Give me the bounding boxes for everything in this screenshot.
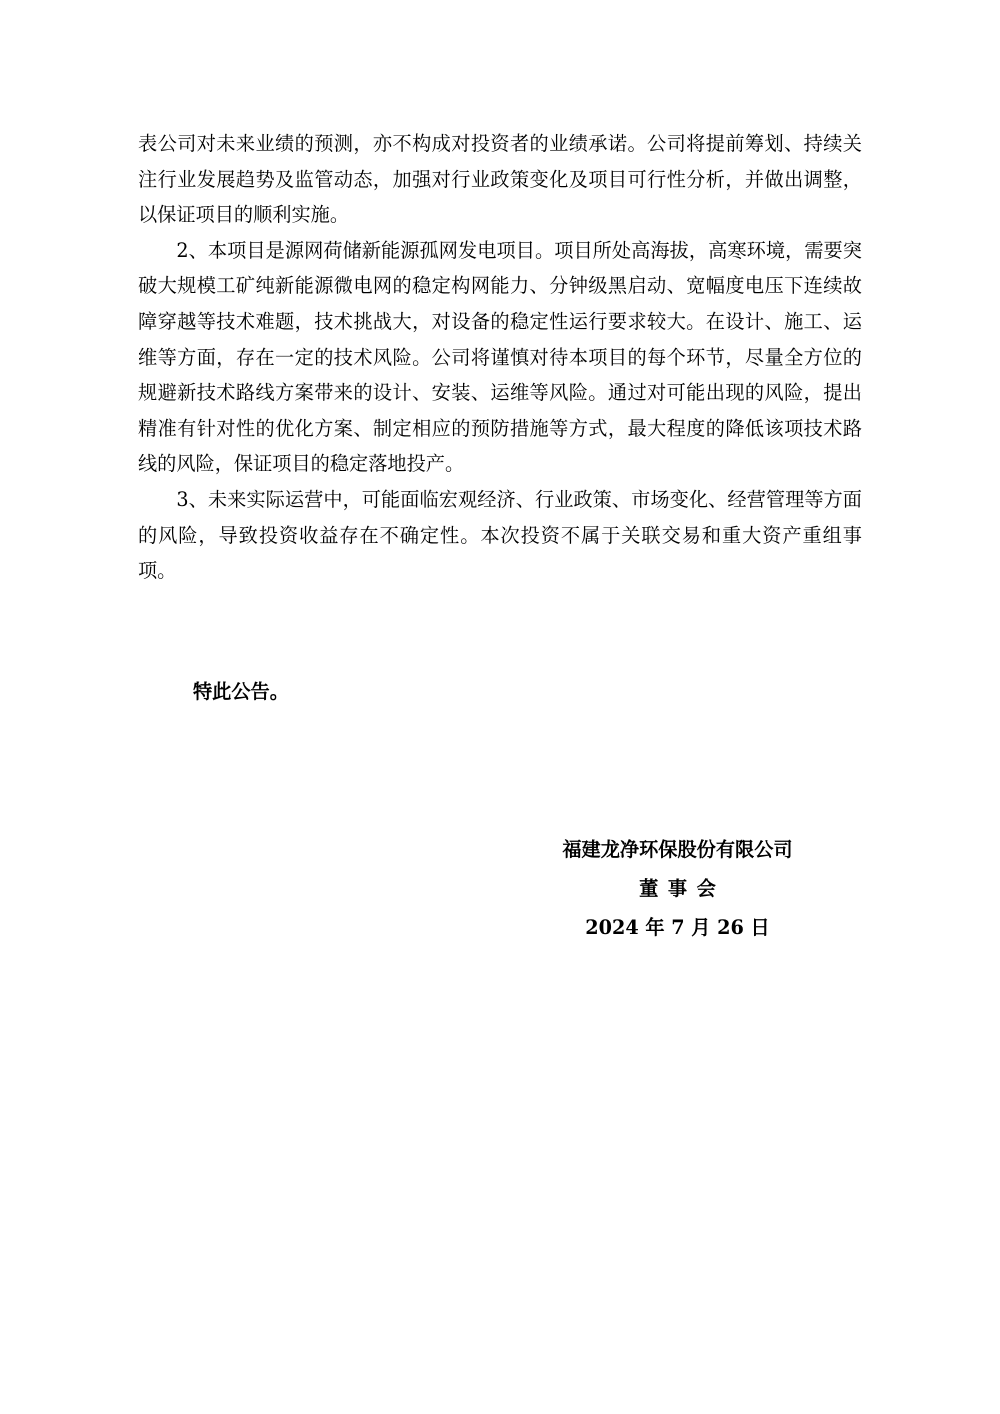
company-name: 福建龙净环保股份有限公司 [562, 838, 793, 861]
signature-block [540, 830, 815, 947]
document-body [138, 126, 862, 589]
closing-notice: 特此公告。 [193, 680, 289, 703]
paragraph-continuation: 表公司对未来业绩的预测，亦不构成对投资者的业绩承诺。公司将提前筹划、持续关注行业发展趋势及监管动态，加强对行业政策变化及项目可行性分析，并做出调整，以保证项目的顺利实施。 [138, 132, 862, 227]
signature-date: 2024 年 7 月 26 日 [585, 916, 770, 939]
paragraph-item-2: 2、本项目是源网荷储新能源孤网发电项目。项目所处高海拔，高寒环境，需要突破大规模工矿纯新能源微电网的稳定构网能力、分钟级黑启动、宽幅度电压下连续故障穿越等技术难题，技术挑战大，对设备的稳定性运行要求较大。在设计、施工、运维等方面，存在一定的技术风险。公司将谨慎对待本项目的每个环节，尽量全方位的规避新技术路线方案带来的设计、安装、运维等风险。通过对可能出现的风险，提出精准有针对性的优化方案、制定相应的预防措施等方式，最大程度的降低该项技术路线的风险，保证项目的稳定落地投产。 [138, 238, 862, 476]
board-name: 董事会 [639, 877, 726, 900]
paragraph-item-3: 3、未来实际运营中，可能面临宏观经济、行业政策、市场变化、经营管理等方面的风险，导致投资收益存在不确定性。本次投资不属于关联交易和重大资产重组事项。 [138, 487, 862, 583]
